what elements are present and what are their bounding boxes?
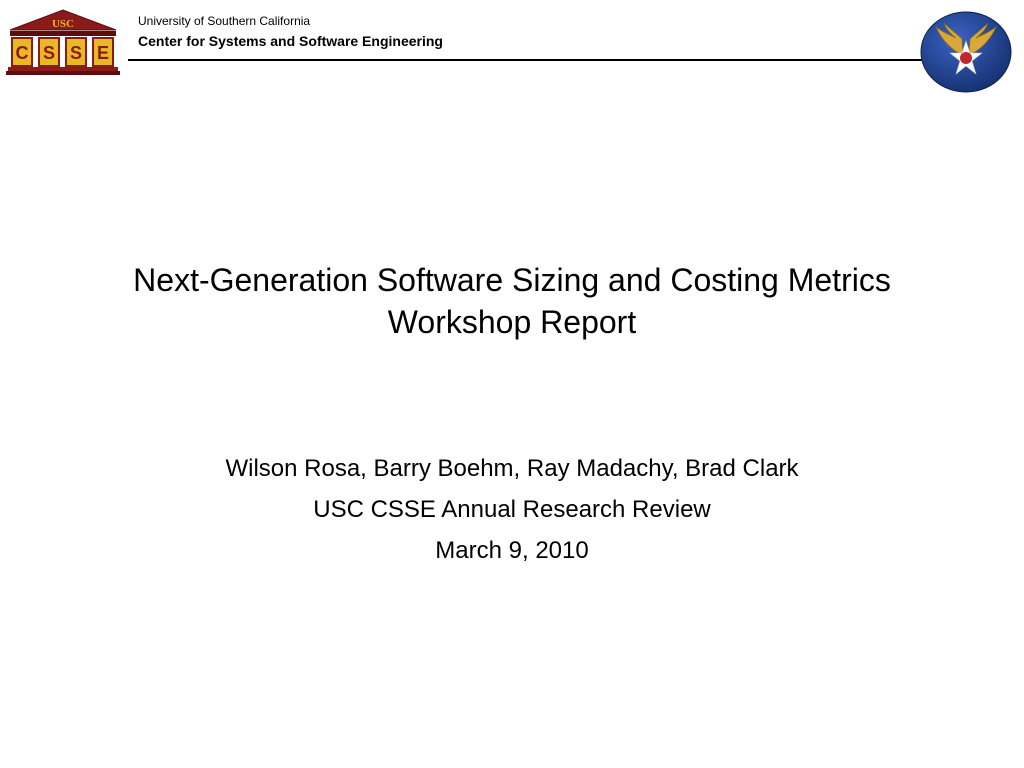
event-line: USC CSSE Annual Research Review xyxy=(313,496,711,523)
slide-header xyxy=(0,0,1024,100)
logo-letter-e: E xyxy=(96,43,110,63)
slide-subtitle xyxy=(40,448,984,571)
csse-logo-icon xyxy=(6,8,120,76)
date-line: March 9, 2010 xyxy=(435,537,589,564)
slide-title xyxy=(40,259,984,343)
air-force-emblem-icon xyxy=(920,11,1012,93)
slide-title-line-2: Workshop Report xyxy=(387,304,637,340)
header-divider xyxy=(128,59,928,61)
logo-letter-c: C xyxy=(15,43,29,63)
logo-letter-s1: S xyxy=(42,43,56,63)
university-name: University of Southern California xyxy=(138,14,311,28)
slide-title-line-1: Next-Generation Software Sizing and Costing Metrics xyxy=(133,262,891,298)
authors-line: Wilson Rosa, Barry Boehm, Ray Madachy, Brad Clark xyxy=(225,455,799,482)
logo-usc-text: USC xyxy=(51,18,75,30)
organization-block xyxy=(138,14,443,51)
center-name: Center for Systems and Software Engineering xyxy=(138,33,443,49)
logo-letter-s2: S xyxy=(69,43,83,63)
